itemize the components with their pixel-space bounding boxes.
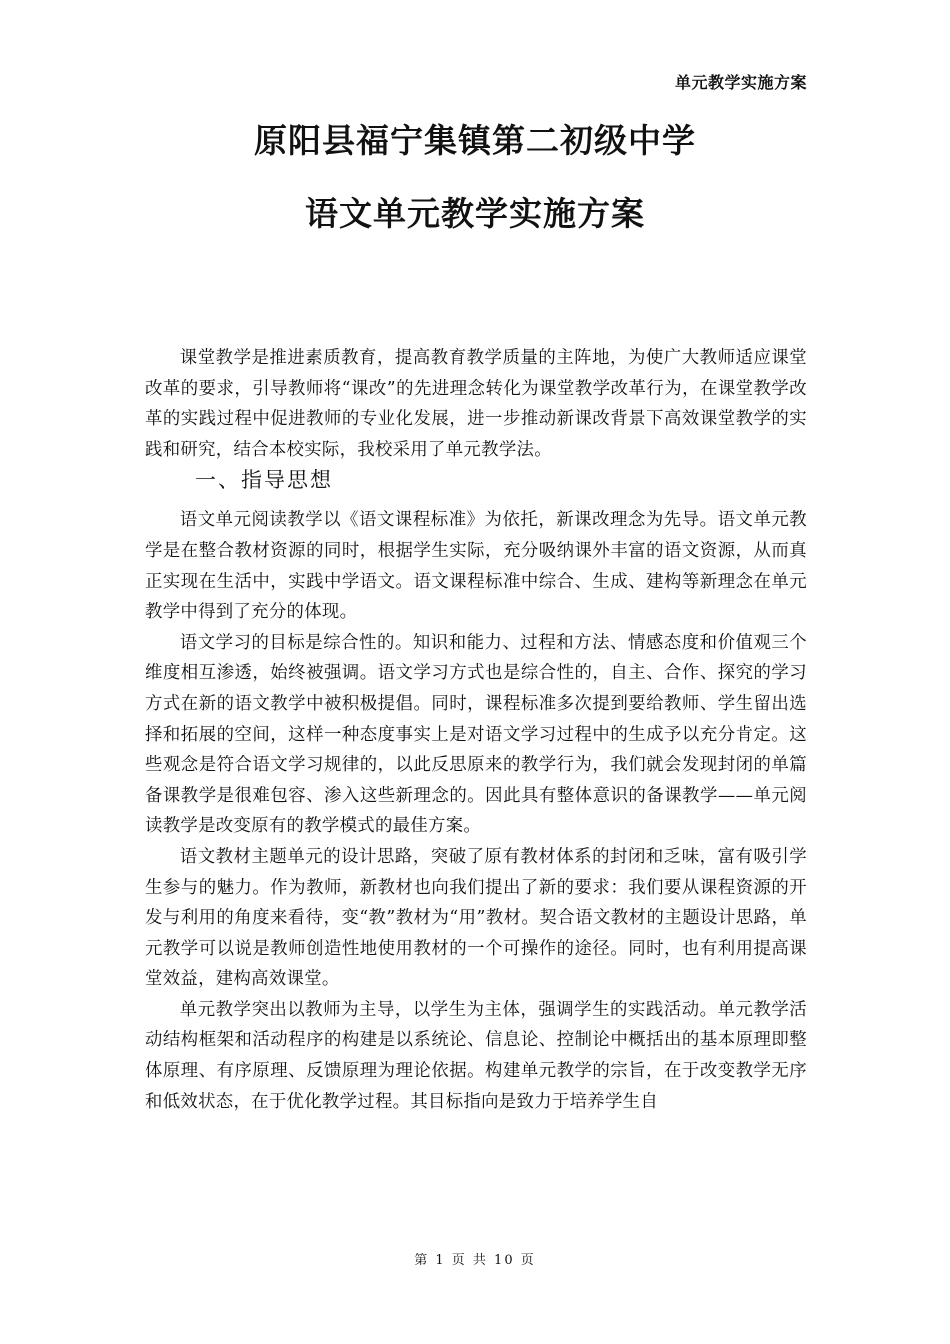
body-paragraph: 语文单元阅读教学以《语文课程标准》为依托，新课改理念为先导。语文单元教学是在整合教材资源的同时，根据学生实际，充分吸纳课外丰富的语文资源，从而真正实现在生活中，实践中学语文。语文课程标准中综合、生成、建构等新理念在单元教学中得到了充分的体现。 (145, 510, 807, 623)
document-title-line1: 原阳县福宁集镇第二初级中学 (254, 121, 696, 160)
section-heading: 一、指导思想 (195, 468, 333, 493)
body-paragraph: 语文学习的目标是综合性的。知识和能力、过程和方法、情感态度和价值观三个维度相互渗透，始终被强调。语文学习方式也是综合性的，自主、合作、探究的学习方式在新的语文教学中被积极提倡。同时，课程标准多次提到要给教师、学生留出选择和拓展的空间，这样一种态度事实上是对语文学习过程中的生成予以充分肯定。这些观念是符合语文学习规律的，以此反思原来的教学行为，我们就会发现封闭的单篇备课教学是很难包容、渗入这些新理念的。因此具有整体意识的备课教学——单元阅读教学是改变原有的教学模式的最佳方案。 (145, 632, 807, 837)
running-header: 单元教学实施方案 (674, 73, 807, 92)
intro-paragraph: 课堂教学是推进素质教育，提高教育教学质量的主阵地，为使广大教师适应课堂改革的要求，引导教师将“课改”的先进理念转化为课堂教学改革行为，在课堂教学改革的实践过程中促进教师的专业化发展，进一步推动新课改背景下高效课堂教学的实践和研究，结合本校实际，我校采用了单元教学法。 (145, 348, 807, 460)
body-paragraph: 语文教材主题单元的设计思路，突破了原有教材体系的封闭和乏味，富有吸引学生参与的魅力。作为教师，新教材也向我们提出了新的要求：我们要从课程资源的开发与利用的角度来看待，变“教”教材为“用”教材。契合语文教材的主题设计思路，单元教学可以说是教师创造性地使用教材的一个可操作的途径。同时，也有利用提高课堂效益，建构高效课堂。 (145, 846, 807, 990)
body-paragraph: 单元教学突出以教师为主导，以学生为主体，强调学生的实践活动。单元教学活动结构框架和活动程序的构建是以系统论、信息论、控制论中概括出的基本原理即整体原理、有序原理、反馈原理为理论依据。构建单元教学的宗旨，在于改变教学无序和低效状态，在于优化教学过程。其目标指向是致力于培养学生自 (145, 999, 807, 1112)
document-body (145, 343, 807, 1117)
document-title-line2: 语文单元教学实施方案 (305, 194, 645, 233)
page-number-footer: 第 1 页 共 10 页 (414, 1253, 536, 1268)
